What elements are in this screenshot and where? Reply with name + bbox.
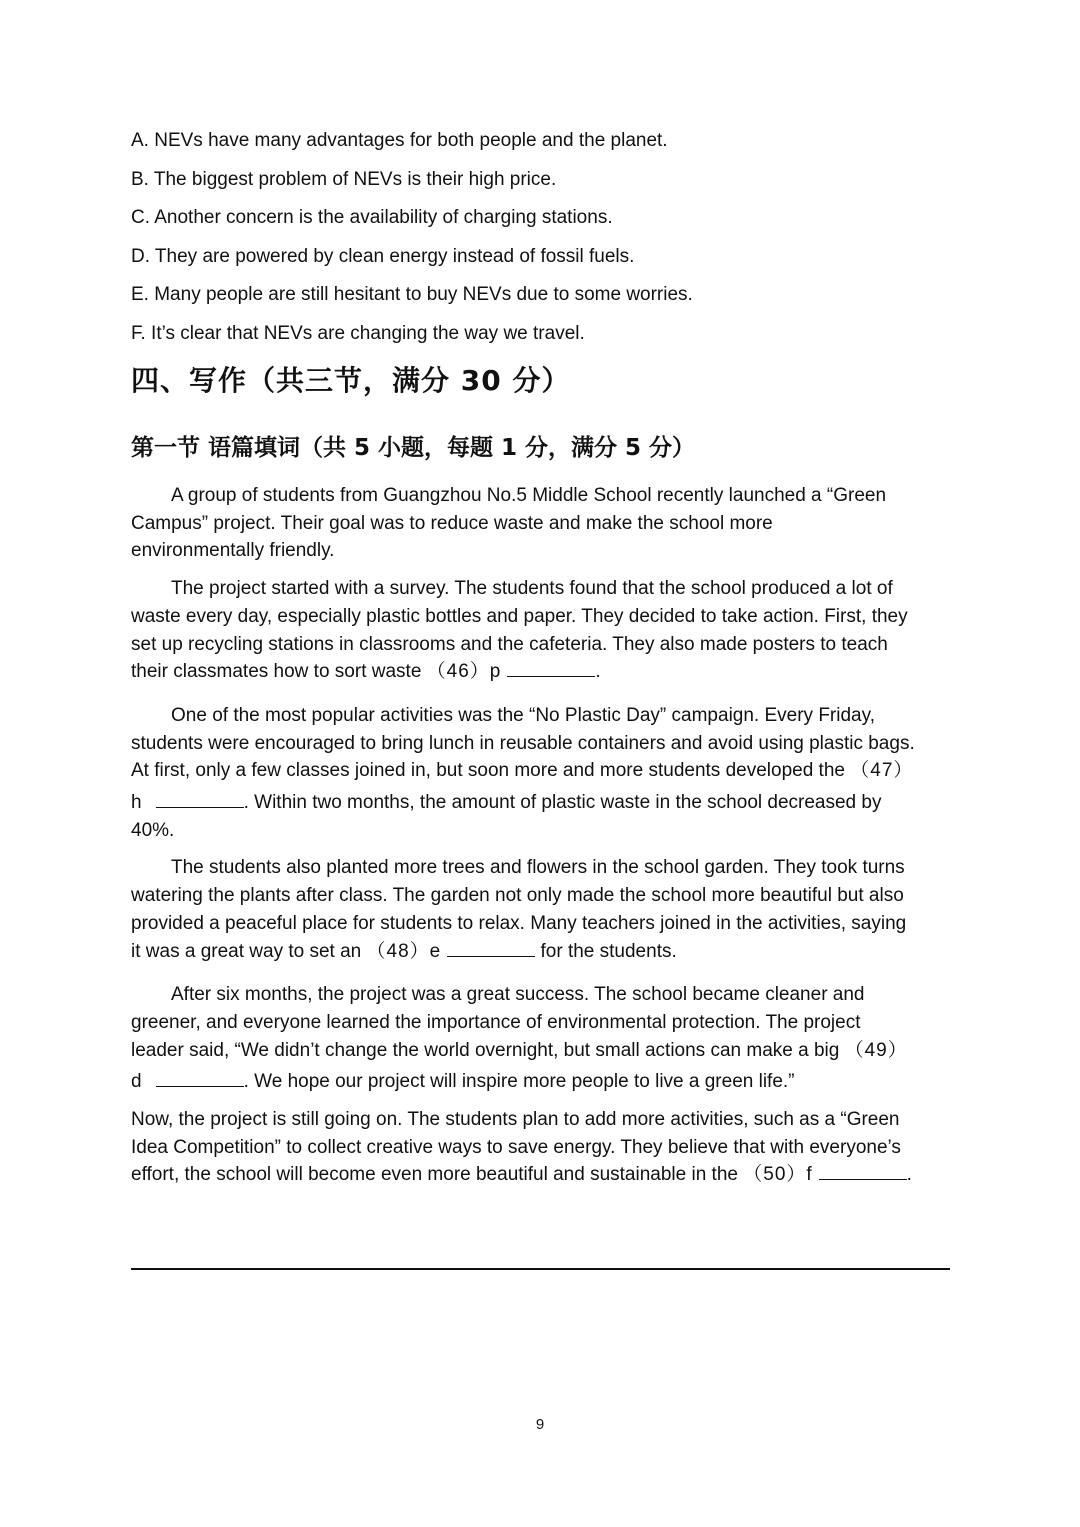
passage-line: Now, the project is still going on. The students plan to add more activities, such as a “Green xyxy=(131,1109,900,1131)
blank-letter: h xyxy=(131,792,142,814)
line-end: . xyxy=(595,661,601,683)
line-end: . Within two months, the amount of plastic waste in the school decreased by xyxy=(243,792,882,814)
cloze-passage xyxy=(131,482,957,1199)
passage-line: students were encouraged to bring lunch in reusable containers and avoid using plastic bags. xyxy=(131,732,915,754)
line-text: their classmates how to sort waste xyxy=(131,661,422,683)
option-b: B. The biggest problem of NEVs is their high price. xyxy=(131,168,557,190)
question-number-50: （50）f xyxy=(743,1164,813,1186)
line-end: . xyxy=(906,1164,912,1186)
line-text: At first, only a few classes joined in, but soon more and more students developed the xyxy=(131,760,845,782)
passage-line: A group of students from Guangzhou No.5 Middle School recently launched a “Green xyxy=(171,485,887,506)
passage-line: environmentally friendly. xyxy=(131,540,335,562)
line-end: for the students. xyxy=(540,940,677,962)
passage-line xyxy=(131,1037,957,1065)
question-number-49: （49） xyxy=(844,1039,908,1061)
passage-line: One of the most popular activities was the “No Plastic Day” campaign. Every Friday, xyxy=(171,704,875,726)
question-number-47: （47） xyxy=(850,760,914,782)
section-title: 四、写作（共三节，满分 30 分） xyxy=(131,364,571,397)
passage-line: waste every day, especially plastic bottles and paper. They decided to take action. First, they xyxy=(131,605,908,627)
line-text: it was a great way to set an xyxy=(131,940,362,962)
page-number: 9 xyxy=(535,1416,545,1433)
passage-line: 40%. xyxy=(131,819,175,841)
divider-line xyxy=(131,1268,950,1270)
question-number-46: （46）p xyxy=(426,661,502,683)
passage-line: Idea Competition” to collect creative ways to save energy. They believe that with everyone’s xyxy=(131,1136,901,1158)
passage-line xyxy=(131,1161,957,1189)
answer-blank-47[interactable] xyxy=(156,789,244,808)
paragraph-4 xyxy=(131,854,957,965)
paragraph-2 xyxy=(131,575,957,686)
paragraph-5 xyxy=(131,981,957,1096)
passage-line: greener, and everyone learned the importance of environmental protection. The project xyxy=(131,1011,861,1033)
answer-blank-46[interactable] xyxy=(507,658,595,677)
passage-line: After six months, the project was a great success. The school became cleaner and xyxy=(171,984,865,1006)
paragraph-6 xyxy=(131,1106,957,1189)
answer-blank-50[interactable] xyxy=(819,1161,907,1180)
answer-blank-48[interactable] xyxy=(447,938,535,957)
paragraph-1 xyxy=(131,482,957,565)
blank-letter: d xyxy=(131,1071,142,1093)
paragraph-3 xyxy=(131,702,957,845)
passage-line xyxy=(131,789,957,817)
line-text: effort, the school will become even more beautiful and sustainable in the xyxy=(131,1164,738,1186)
passage-line: The students also planted more trees and flowers in the school garden. They took turns xyxy=(171,857,905,879)
passage-line xyxy=(131,938,957,966)
option-c: C. Another concern is the availability of charging stations. xyxy=(131,207,613,229)
line-text: leader said, “We didn’t change the world overnight, but small actions can make a big xyxy=(131,1039,840,1061)
passage-line xyxy=(131,658,957,686)
line-end: . We hope our project will inspire more people to live a green life.” xyxy=(243,1071,795,1093)
passage-line: The project started with a survey. The students found that the school produced a lot of xyxy=(171,578,893,600)
passage-line: set up recycling stations in classrooms and the cafeteria. They also made posters to teach xyxy=(131,633,888,655)
option-f: F. It’s clear that NEVs are changing the way we travel. xyxy=(131,322,585,344)
answer-options xyxy=(131,129,961,361)
passage-line xyxy=(131,1068,957,1096)
passage-line xyxy=(131,757,957,785)
option-e: E. Many people are still hesitant to buy NEVs due to some worries. xyxy=(131,284,693,306)
option-d: D. They are powered by clean energy instead of fossil fuels. xyxy=(131,245,635,267)
question-number-48: （48）e xyxy=(366,940,442,962)
passage-line: Campus” project. Their goal was to reduce waste and make the school more xyxy=(131,512,773,534)
option-a: A. NEVs have many advantages for both people and the planet. xyxy=(131,130,668,151)
passage-line: watering the plants after class. The garden not only made the school more beautiful but also xyxy=(131,885,904,907)
answer-blank-49[interactable] xyxy=(156,1068,244,1087)
passage-line: provided a peaceful place for students to relax. Many teachers joined in the activities, saying xyxy=(131,912,907,934)
subsection-title: 第一节 语篇填词（共 5 小题，每题 1 分，满分 5 分） xyxy=(131,435,696,461)
